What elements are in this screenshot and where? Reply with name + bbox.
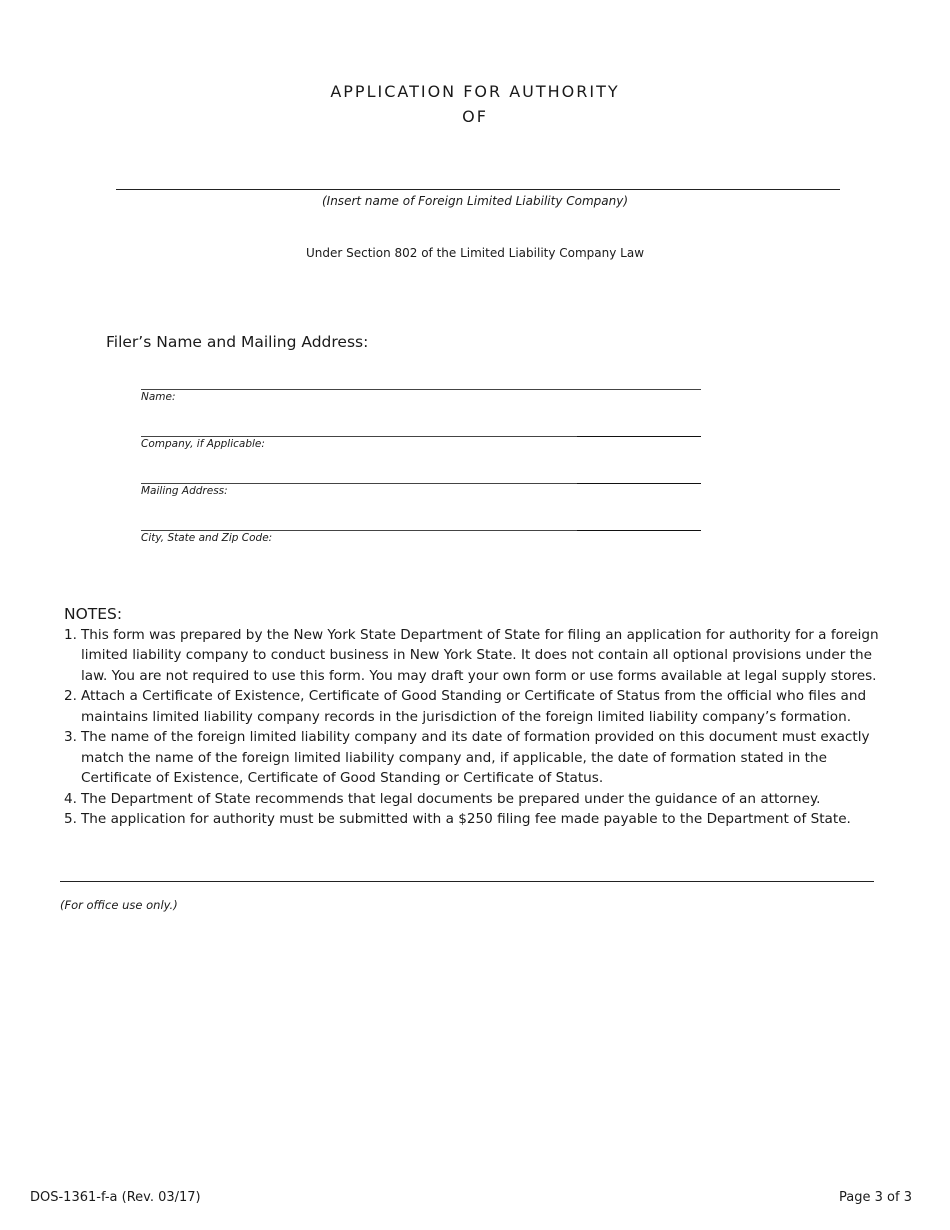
name-label: Name: xyxy=(141,391,176,403)
note-item xyxy=(64,727,879,789)
note-text: The application for authority must be submitted with a $250 filing fee made payable to the Department of State. xyxy=(81,811,851,827)
divider xyxy=(60,881,874,882)
note-number: 5. xyxy=(64,811,77,827)
company-name-input-line[interactable] xyxy=(116,189,840,190)
form-title: APPLICATION FOR AUTHORITY xyxy=(330,82,620,101)
notes-section xyxy=(64,604,879,830)
note-text: Attach a Certificate of Existence, Certificate of Good Standing or Certificate of Status from the official who files and maintains limited liability company records in the jurisdiction of the foreign limited liability company’s formation. xyxy=(81,688,867,725)
note-number: 4. xyxy=(64,790,77,807)
note-text: The Department of State recommends that legal documents be prepared under the guidance of an attorney. xyxy=(81,790,821,807)
name-input-line[interactable] xyxy=(141,389,701,390)
note-number: 2. xyxy=(64,688,77,704)
mailing-address-label: Mailing Address: xyxy=(141,485,228,497)
company-label: Company, if Applicable: xyxy=(141,438,265,450)
note-item xyxy=(64,625,879,687)
office-use-note: (For office use only.) xyxy=(60,898,178,912)
form-title-of: OF xyxy=(462,107,488,126)
note-text: This form was prepared by the New York State Department of State for filing an application for authority for a foreign limited liability company to conduct business in New York State. It does not contain all optional provisions under the law. You are not required to use this form. You may draft your own form or use forms available at legal supply stores. xyxy=(81,626,879,684)
note-number: 3. xyxy=(64,729,77,745)
form-id: DOS-1361-f-a (Rev. 03/17) xyxy=(30,1190,201,1205)
note-item xyxy=(64,789,879,810)
company-input-line[interactable] xyxy=(141,436,701,437)
mailing-address-input-line[interactable] xyxy=(141,483,701,484)
city-state-zip-input-line[interactable] xyxy=(141,530,701,531)
note-item xyxy=(64,809,879,830)
city-state-zip-label: City, State and Zip Code: xyxy=(141,532,273,544)
line-segment xyxy=(577,483,701,484)
filer-heading: Filer’s Name and Mailing Address: xyxy=(106,333,369,351)
company-name-caption: (Insert name of Foreign Limited Liability Company) xyxy=(321,194,629,208)
statute-reference: Under Section 802 of the Limited Liability Company Law xyxy=(305,246,645,260)
note-number: 1. xyxy=(64,626,77,643)
page-number: Page 3 of 3 xyxy=(839,1190,912,1205)
notes-heading: NOTES: xyxy=(64,605,123,623)
note-text: The name of the foreign limited liability company and its date of formation provided on this document must exactly match the name of the foreign limited liability company and, if applicable, the date of formation stated in the Certificate of Existence, Certificate of Good Standing or Certificate of Status. xyxy=(81,729,870,786)
notes-list xyxy=(64,625,879,830)
note-item xyxy=(64,686,879,727)
line-segment xyxy=(577,530,701,531)
line-segment xyxy=(577,436,701,437)
